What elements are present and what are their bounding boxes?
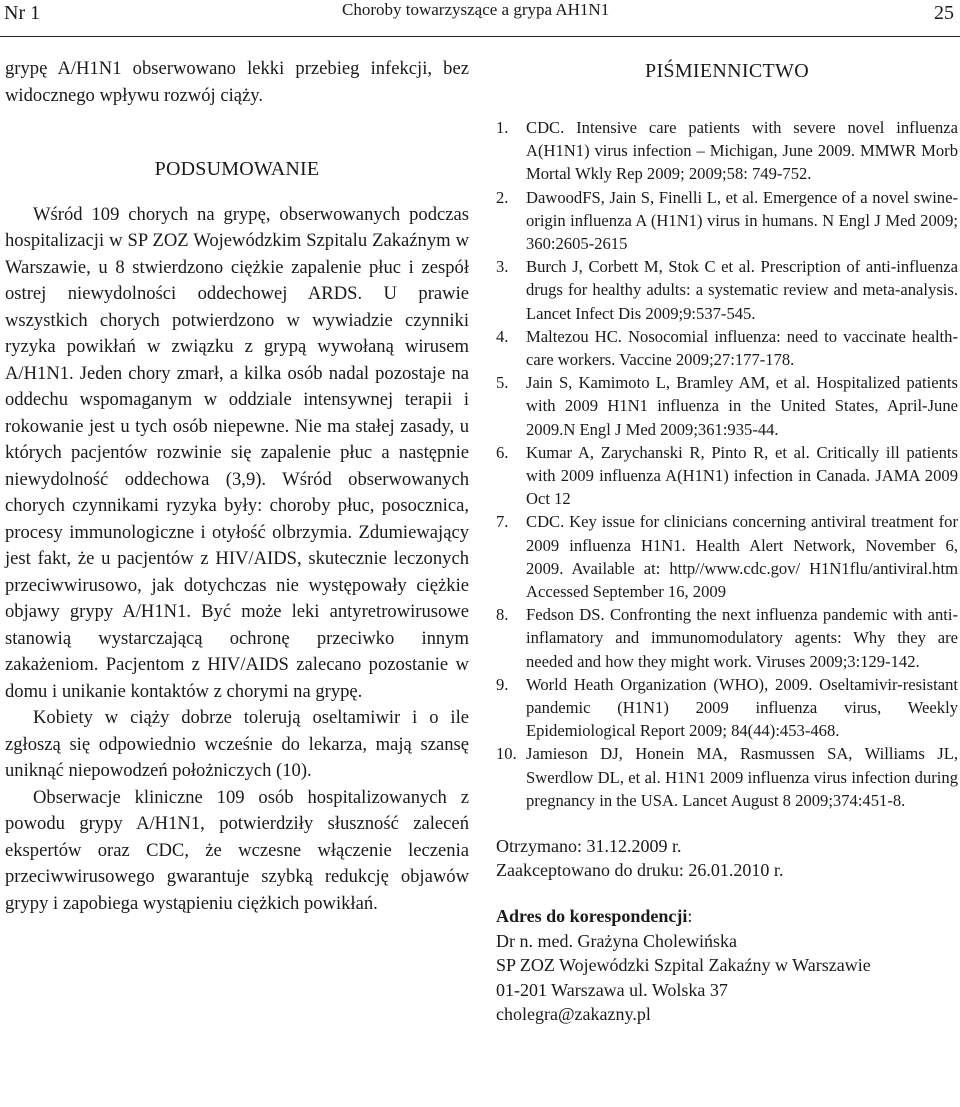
correspondence-label: Adres do korespondencji <box>496 906 688 927</box>
reference-number: 1. <box>496 118 509 137</box>
reference-item <box>496 742 958 812</box>
correspondence-block <box>496 904 958 1027</box>
reference-number: 6. <box>496 442 509 462</box>
reference-number: 2. <box>496 187 509 207</box>
reference-number: 10. <box>496 744 517 764</box>
summary-paragraph-3: Obserwacje kliniczne 109 osób hospitalizowanych z powodu grypy A/H1N1, potwierdziły słuszność zaleceń ekspertów oraz CDC, że wczesne włączenie leczenia przeciwwirusowego gwarantuje szybką redukcję objawów grypy i zapobiega wystąpieniu ciężkich powikłań. <box>5 786 469 914</box>
reference-text: Jain S, Kamimoto L, Bramley AM, et al. Hospitalized patients with 2009 H1N1 influenza in the United States, April-June 2009.N Engl J Med 2009;361:935-44. <box>526 373 958 439</box>
summary-paragraph-2: Kobiety w ciąży dobrze tolerują oseltamiwir i o ile zgłoszą się odpowiednio wcześnie do lekarza, mają szansę uniknąć niepowodzeń położniczych (10). <box>5 707 469 781</box>
reference-text: Maltezou HC. Nosocomial influenza: need to vaccinate health-care workers. Vaccine 2009;27:177-178. <box>526 326 958 370</box>
reference-item <box>496 255 958 325</box>
header-rule <box>0 36 960 37</box>
reference-text: World Heath Organization (WHO), 2009. Oseltamivir-resistant pandemic (H1N1) 2009 influenza virus, Weekly Epidemiological Report 2009; 84(44):453-468. <box>526 674 958 741</box>
correspondence-colon: : <box>687 906 693 927</box>
author-institution: SP ZOZ Wojewódzki Szpital Zakaźny w Warszawie <box>496 955 871 976</box>
reference-item <box>496 441 958 511</box>
section-title: PODSUMOWANIE <box>154 158 320 180</box>
running-title: Choroby towarzyszące a grypa AH1N1 <box>342 0 610 19</box>
reference-text: DawoodFS, Jain S, Finelli L, et al. Emergence of a novel swine-origin influenza A (H1N1) virus in humans. N Engl J Med 2009; 360:2605-2615 <box>526 187 958 254</box>
reference-item <box>496 673 958 743</box>
received-date: Otrzymano: 31.12.2009 r. <box>496 836 682 857</box>
reference-item <box>496 325 958 371</box>
intro-paragraph: grypę A/H1N1 obserwowano lekki przebieg infekcji, bez widocznego wpływu rozwój ciąży. <box>5 58 469 106</box>
reference-item <box>496 603 958 673</box>
reference-number: 4. <box>496 326 509 346</box>
submission-dates <box>496 834 958 882</box>
left-column <box>5 56 469 917</box>
summary-paragraph-1: Wśród 109 chorych na grypę, obserwowanych podczas hospitalizacji w SP ZOZ Wojewódzkim Szpitalu Zakaźnym w Warszawie, u 8 stwierdzono ciężkie zapalenie płuc i zespół ostrej niewydolności oddechowej ARDS. U prawie wszystkich chorych potwierdzono w wywiadzie czynniki ryzyka powikłań w związku z grypą wywołaną wirusem A/H1N1. Jeden chory zmarł, a kilka osób nadal pozostaje na oddechu wspomaganym w oddziale intensywnej terapii i rokowanie jest u tych osób niepewne. Nie ma stałej zasady, u których pacjentów rozwinie się zapalenie płuc a następnie niewydolność oddechowa (3,9). Wśród obserwowanych chorych czynnikami ryzyka były: choroby płuc, posocznica, procesy immunologiczne i otyłość olbrzymia. Zdumiewający jest fakt, że u pacjentów z HIV/AIDS, skutecznie leczonych przeciwwirusowo, jak dotychczas nie występowały ciężkie objawy grypy A/H1N1. Być może leki antyretrowirusowe stanowią wystarczającą ochronę przeciwko innym zakażeniom. Pacjentom z HIV/AIDS zalecano pozostanie w domu i unikanie kontaktów z chorymi na grypę. <box>5 203 469 702</box>
references-title: PIŚMIENNICTWO <box>645 60 809 82</box>
reference-item <box>496 371 958 441</box>
reference-list <box>496 116 958 812</box>
accepted-date: Zaakceptowano do druku: 26.01.2010 r. <box>496 860 784 881</box>
reference-item <box>496 186 958 256</box>
reference-text: CDC. Intensive care patients with severe novel influenza A(H1N1) virus infection – Michigan, June 2009. MMWR Morb Mortal Wkly Rep 2009; 2009;58: 749-752. <box>526 118 958 184</box>
reference-text: Jamieson DJ, Honein MA, Rasmussen SA, Williams JL, Swerdlow DL, et al. H1N1 2009 influenza virus infection during pregnancy in the USA. Lancet August 8 2009;374:451-8. <box>526 744 958 810</box>
reference-text: Fedson DS. Confronting the next influenza pandemic with anti-inflamatory and immunomodulatory agents: Why they are needed and how they might work. Viruses 2009;3:129-142. <box>526 605 958 671</box>
reference-text: Kumar A, Zarychanski R, Pinto R, et al. Critically ill patients with 2009 influenza A(H1N1) infection in Canada. JAMA 2009 Oct 12 <box>526 442 958 509</box>
right-column <box>496 60 958 1027</box>
reference-item <box>496 510 958 603</box>
reference-number: 9. <box>496 674 509 694</box>
issue-number: Nr 1 <box>4 2 41 24</box>
author-street: 01-201 Warszawa ul. Wolska 37 <box>496 979 728 1000</box>
reference-number: 3. <box>496 257 509 277</box>
running-header <box>0 0 960 36</box>
page-number: 25 <box>934 2 954 24</box>
reference-number: 5. <box>496 373 509 393</box>
author-name: Dr n. med. Grażyna Cholewińska <box>496 930 737 951</box>
reference-number: 8. <box>496 605 509 625</box>
reference-text: CDC. Key issue for clinicians concerning antiviral treatment for 2009 influenza H1N1. Health Alert Network, November 6, 2009. Available at: http//www.cdc.gov/ H1N1flu/antiviral.htm Accessed September 16, 2009 <box>526 512 958 602</box>
reference-text: Burch J, Corbett M, Stok C et al. Prescription of anti-influenza drugs for healthy adults: a systematic review and meta-analysis. Lancet Infect Dis 2009;9:537-545. <box>526 257 958 323</box>
author-email: cholegra@zakazny.pl <box>496 1004 651 1025</box>
correspondence-heading <box>496 904 958 929</box>
reference-item <box>496 116 958 186</box>
reference-number: 7. <box>496 512 509 532</box>
